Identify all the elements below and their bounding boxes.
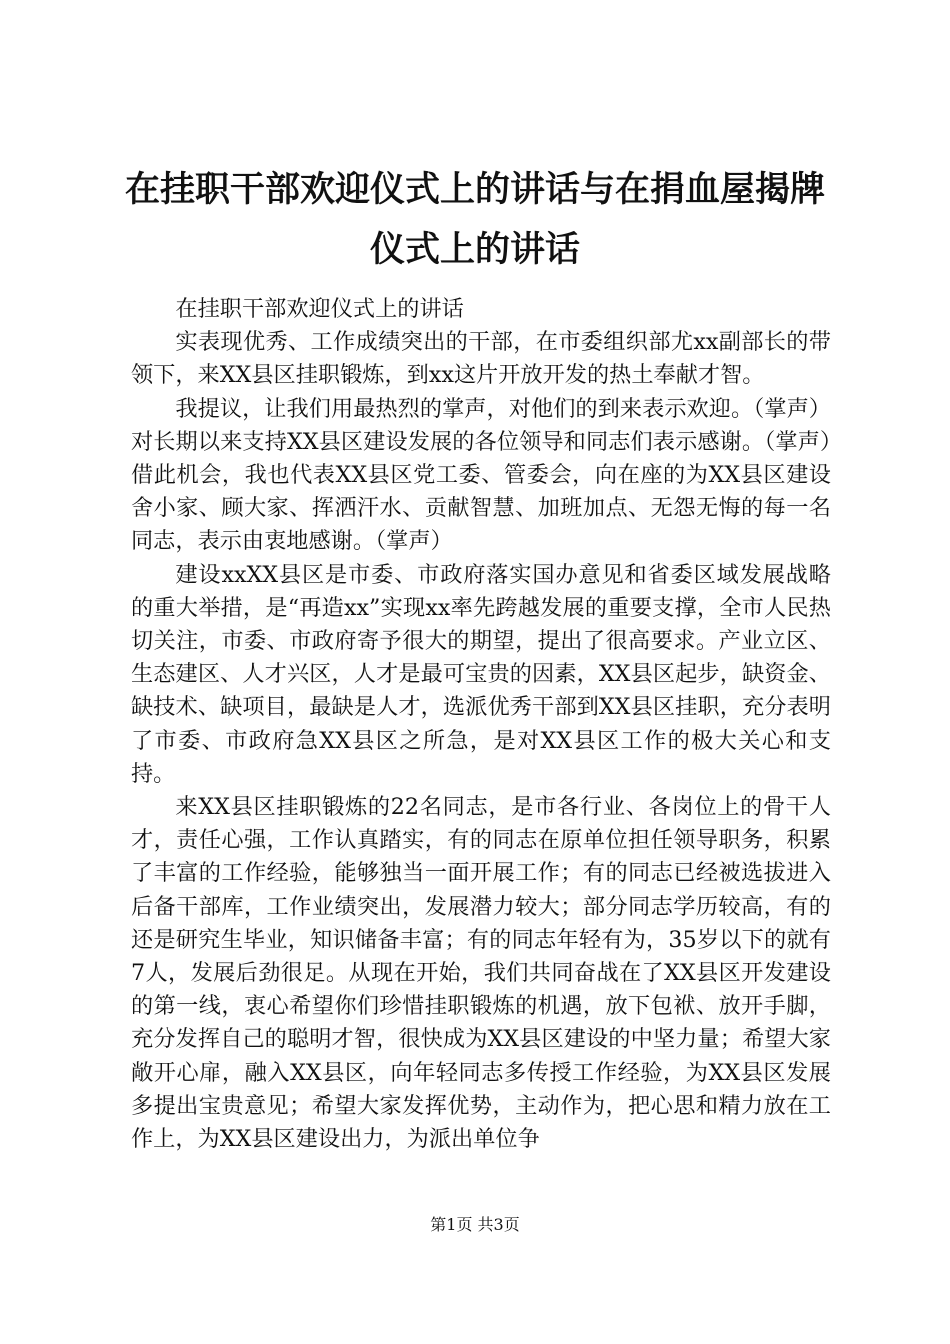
- title-line-1: 在挂职干部欢迎仪式上的讲话与在捐血屋揭牌: [124, 170, 825, 210]
- paragraph: 实表现优秀、工作成绩突出的干部，在市委组织部尤xx副部长的带领下，来XX县区挂职锻炼，到xx这片开放开发的热土奉献才智。: [131, 329, 831, 389]
- section-heading: 在挂职干部欢迎仪式上的讲话: [175, 296, 464, 322]
- page-number-footer: 第1页 共3页: [430, 1215, 520, 1234]
- title-line-2: 仪式上的讲话: [369, 230, 580, 270]
- paragraph: 来XX县区挂职锻炼的22名同志，是市各行业、各岗位上的骨干人才，责任心强，工作认真踏实，有的同志在原单位担任领导职务，积累了丰富的工作经验，能够独当一面开展工作；有的同志已经被选拔进入后备干部库，工作业绩突出，发展潜力较大；部分同志学历较高，有的还是研究生毕业，知识储备丰富；有的同志年轻有为，35岁以下的就有7人，发展后劲很足。从现在开始，我们共同奋战在了XX县区开发建设的第一线，衷心希望你们珍惜挂职锻炼的机遇，放下包袱、放开手脚，充分发挥自己的聪明才智，很快成为XX县区建设的中坚力量；希望大家敞开心扉，融入XX县区，向年轻同志多传授工作经验，为XX县区发展多提出宝贵意见；希望大家发挥优势，主动作为，把心思和精力放在工作上，为XX县区建设出力，为派出单位争: [131, 794, 831, 1153]
- document-title: [100, 160, 850, 280]
- paragraph: 建设xxXX县区是市委、市政府落实国办意见和省委区域发展战略的重大举措，是“再造xx”实现xx率先跨越发展的重要支撑，全市人民热切关注，市委、市政府寄予很大的期望，提出了很高要求。产业立区、生态建区、人才兴区，人才是最可宝贵的因素，XX县区起步，缺资金、缺技术、缺项目，最缺是人才，选派优秀干部到XX县区挂职，充分表明了市委、市政府急XX县区之所急，是对XX县区工作的极大关心和支持。: [131, 561, 831, 787]
- paragraph: 我提议，让我们用最热烈的掌声，对他们的到来表示欢迎。（掌声）对长期以来支持XX县区建设发展的各位领导和同志们表示感谢。（掌声）借此机会，我也代表XX县区党工委、管委会，向在座的为XX县区建设舍小家、顾大家、挥洒汗水、贡献智慧、加班加点、无怨无悔的每一名同志，表示由衷地感谢。（掌声）: [131, 395, 831, 555]
- document-body: [131, 293, 831, 1188]
